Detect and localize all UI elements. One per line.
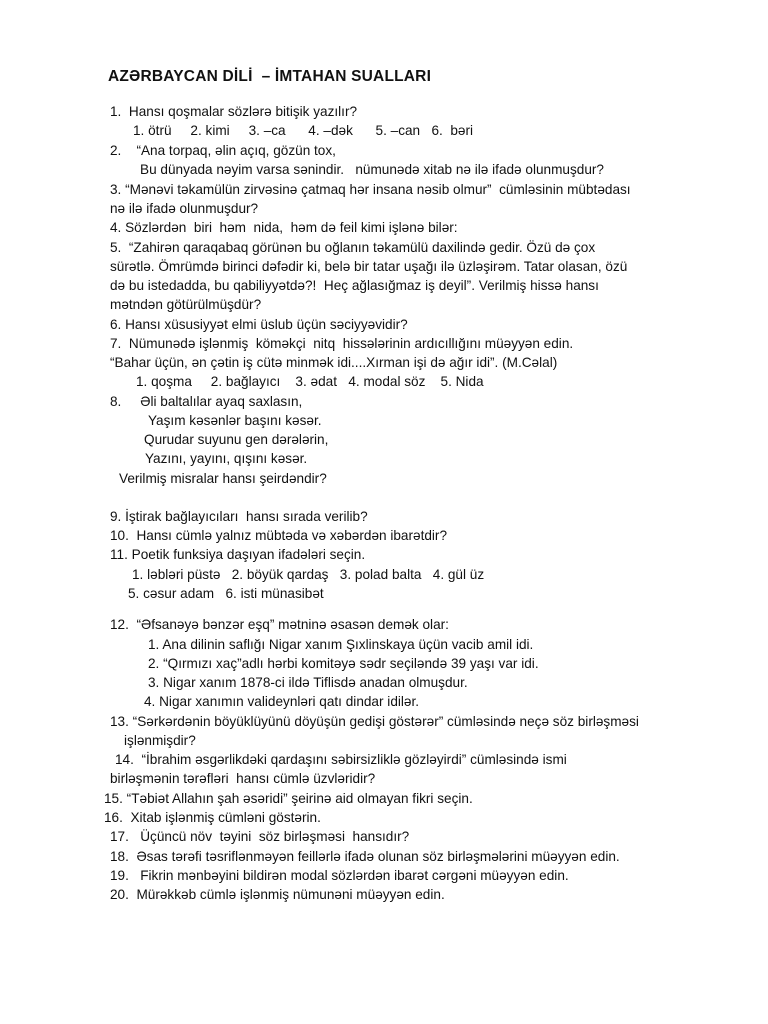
question-line: 18. Əsas tərəfi təsriflənməyən feillərlə ifadə olunan söz birləşmələrini müəyyən edin. — [110, 849, 620, 864]
question-line: mətndən götürülmüşdür? — [110, 297, 262, 312]
answer-options: 1. ötrü 2. kimi 3. –ca 4. –dək 5. –can 6. bəri — [133, 123, 474, 138]
question-line: 4. Sözlərdən biri həm nida, həm də feil kimi işlənə bilər: — [110, 220, 458, 235]
poem-line: Yazını, yayını, qışını kəsər. — [145, 451, 308, 466]
answer-options: 1. qoşma 2. bağlayıcı 3. ədat 4. modal söz 5. Nida — [136, 374, 484, 389]
question-line: 5. “Zahirən qaraqabaq görünən bu oğlanın təkamülü daxilində gedir. Özü də çox — [110, 240, 596, 255]
question-line: 10. Hansı cümlə yalnız mübtəda və xəbərdən ibarətdir? — [110, 528, 448, 543]
question-line: 13. “Sərkərdənin böyüklüyünü döyüşün gedişi göstərər” cümləsində neçə söz birləşməsi — [110, 714, 639, 729]
question-line: 12. “Əfsanəyə bənzər eşq” mətninə əsasən demək olar: — [110, 617, 449, 632]
poem-line: Yaşım kəsənlər başını kəsər. — [148, 413, 322, 428]
question-line: də bu istedadda, bu qabiliyyətdə?! Heç ağlasığmaz iş deyil”. Verilmiş hissə hansı — [110, 278, 599, 293]
question-line: 16. Xitab işlənmiş cümləni göstərin. — [104, 810, 321, 825]
question-line: “Bahar üçün, ən çətin iş cütə minmək idi....Xırman işi də ağır idi”. (M.Cəlal) — [110, 355, 558, 370]
answer-option: 2. “Qırmızı xaç”adlı hərbi komitəyə sədr seçiləndə 39 yaşı var idi. — [148, 656, 539, 671]
question-line: 7. Nümunədə işlənmiş köməkçi nitq hissələrinin ardıcıllığını müəyyən edin. — [110, 336, 574, 351]
answer-options: 5. cəsur adam 6. isti münasibət — [128, 586, 324, 601]
question-line: 9. İştirak bağlayıcıları hansı sırada verilib? — [110, 509, 368, 524]
question-line: 6. Hansı xüsusiyyət elmi üslub üçün səciyyəvidir? — [110, 317, 408, 332]
question-line: 2. “Ana torpaq, əlin açıq, gözün tox, — [110, 143, 336, 158]
question-line: 8. Əli baltalılar ayaq saxlasın, — [110, 394, 303, 409]
question-line: 14. “İbrahim əsgərlikdəki qardaşını səbirsizliklə gözləyirdi” cümləsində ismi — [115, 752, 567, 767]
question-line: sürətlə. Ömrümdə birinci dəfədir ki, belə bir tatar uşağı ilə üzləşirəm. Tatar olasan, özü — [110, 259, 628, 274]
document-title: AZƏRBAYCAN DİLİ – İMTAHAN SUALLARI — [108, 68, 432, 85]
question-line: 15. “Təbiət Allahın şah əsəridi” şeirinə aid olmayan fikri seçin. — [104, 791, 473, 806]
answer-option: 4. Nigar xanımın valideynləri qatı dindar idilər. — [144, 694, 420, 709]
question-line: 17. Üçüncü növ təyini söz birləşməsi hansıdır? — [110, 829, 410, 844]
question-line: 11. Poetik funksiya daşıyan ifadələri seçin. — [110, 547, 366, 562]
question-line: işlənmişdir? — [124, 733, 196, 748]
answer-option: 3. Nigar xanım 1878-ci ildə Tiflisdə anadan olmuşdur. — [148, 675, 468, 690]
question-line: Bu dünyada nəyim varsa sənindir. nümunədə xitab nə ilə ifadə olunmuşdur? — [140, 162, 604, 177]
question-line: nə ilə ifadə olunmuşdur? — [110, 201, 259, 216]
question-line: 3. “Mənəvi təkamülün zirvəsinə çatmaq hər insana nəsib olmur” cümləsinin mübtədası — [110, 182, 631, 197]
question-line: 19. Fikrin mənbəyini bildirən modal sözlərdən ibarət cərgəni müəyyən edin. — [110, 868, 569, 883]
question-line: 20. Mürəkkəb cümlə işlənmiş nümunəni müəyyən edin. — [110, 887, 445, 902]
question-line: 1. Hansı qoşmalar sözlərə bitişik yazılır? — [110, 104, 358, 119]
answer-option: 1. Ana dilinin saflığı Nigar xanım Şıxlinskaya üçün vacib amil idi. — [148, 637, 534, 652]
answer-options: 1. ləbləri püstə 2. böyük qardaş 3. polad balta 4. gül üz — [132, 567, 485, 582]
question-line: birləşmənin tərəfləri hansı cümlə üzvləridir? — [110, 771, 376, 786]
question-line: Verilmiş misralar hansı şeirdəndir? — [119, 471, 327, 486]
poem-line: Qurudar suyunu gen dərələrin, — [144, 432, 329, 447]
